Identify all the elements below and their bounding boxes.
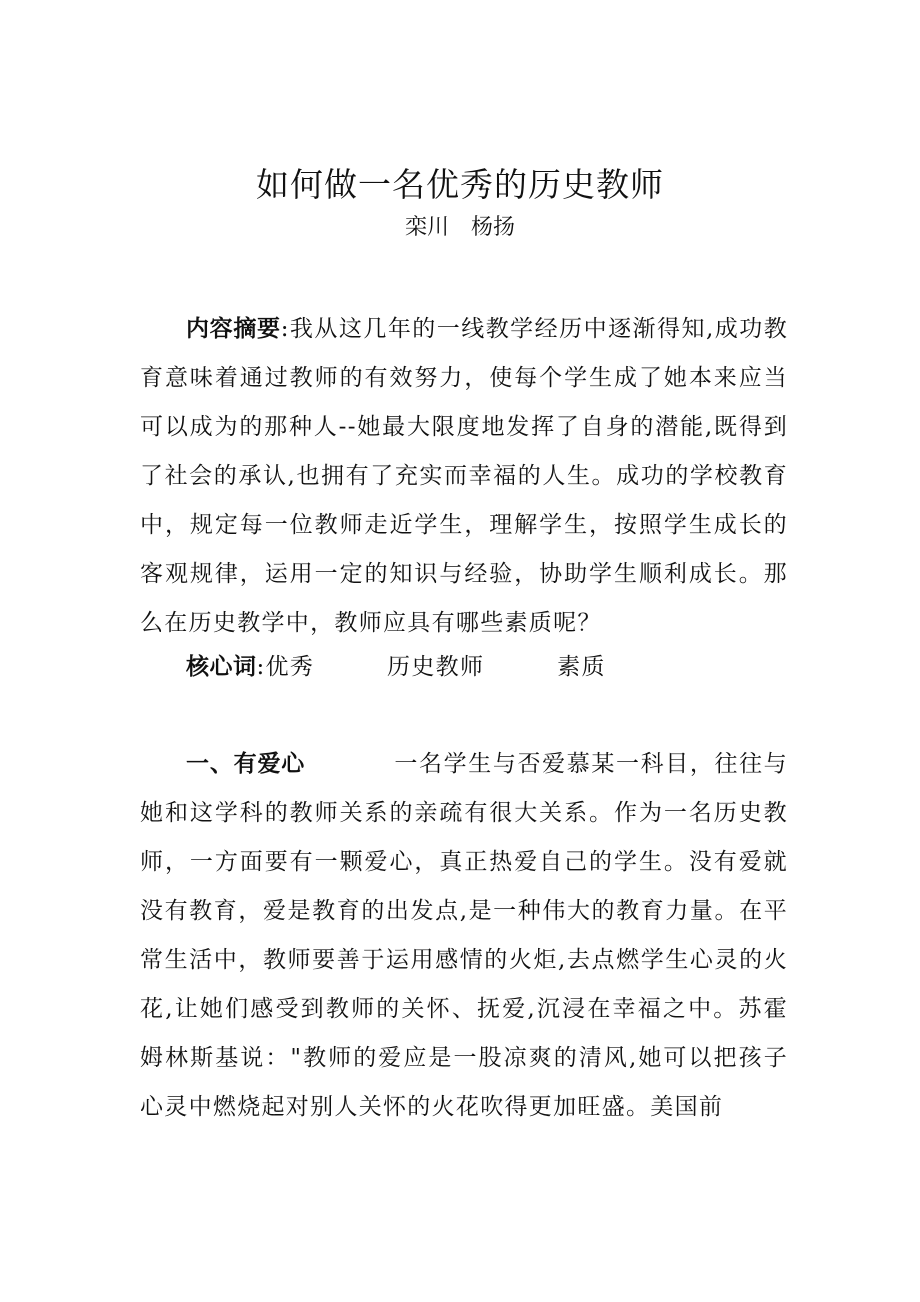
keywords-paragraph	[140, 643, 788, 692]
abstract-paragraph	[140, 305, 788, 648]
author-line: 栾川 杨扬	[404, 215, 515, 240]
abstract-text: :我从这几年的一线教学经历中逐渐得知,成功教育意味着通过教师的有效努力，使每个学生成了她本来应当可以成为的那种人--她最大限度地发挥了自身的潜能,既得到了社会的承认,也拥有了充实而幸福的人生。成功的学校教育中，规定每一位教师走近学生，理解学生，按照学生成长的客观规律，运用一定的知识与经验，协助学生顺利成长。那么在历史教学中，教师应具有哪些素质呢？	[140, 316, 788, 636]
section-love-paragraph	[140, 740, 788, 1132]
section-heading: 一、有爱心	[186, 751, 306, 777]
document-title: 如何做一名优秀的历史教师	[256, 165, 664, 204]
section-text: 一名学生与否爱慕某一科目，往往与她和这学科的教师关系的亲疏有很大关系。作为一名历史教师，一方面要有一颗爱心，真正热爱自己的学生。没有爱就没有教育，爱是教育的出发点,是一种伟大的教育力量。在平常生活中，教师要善于运用感情的火炬,去点燃学生心灵的火花,让她们感受到教师的关怀、抚爱,沉浸在幸福之中。苏霍姆林斯基说："教师的爱应是一股凉爽的清风,她可以把孩子心灵中燃烧起对别人关怀的火花吹得更加旺盛。美国前	[140, 751, 788, 1120]
keywords-label: 核心词	[186, 654, 257, 680]
heading-spacer	[305, 751, 394, 777]
keywords-text: :优秀 历史教师 素质	[256, 654, 606, 680]
abstract-label: 内容摘要	[186, 316, 281, 342]
